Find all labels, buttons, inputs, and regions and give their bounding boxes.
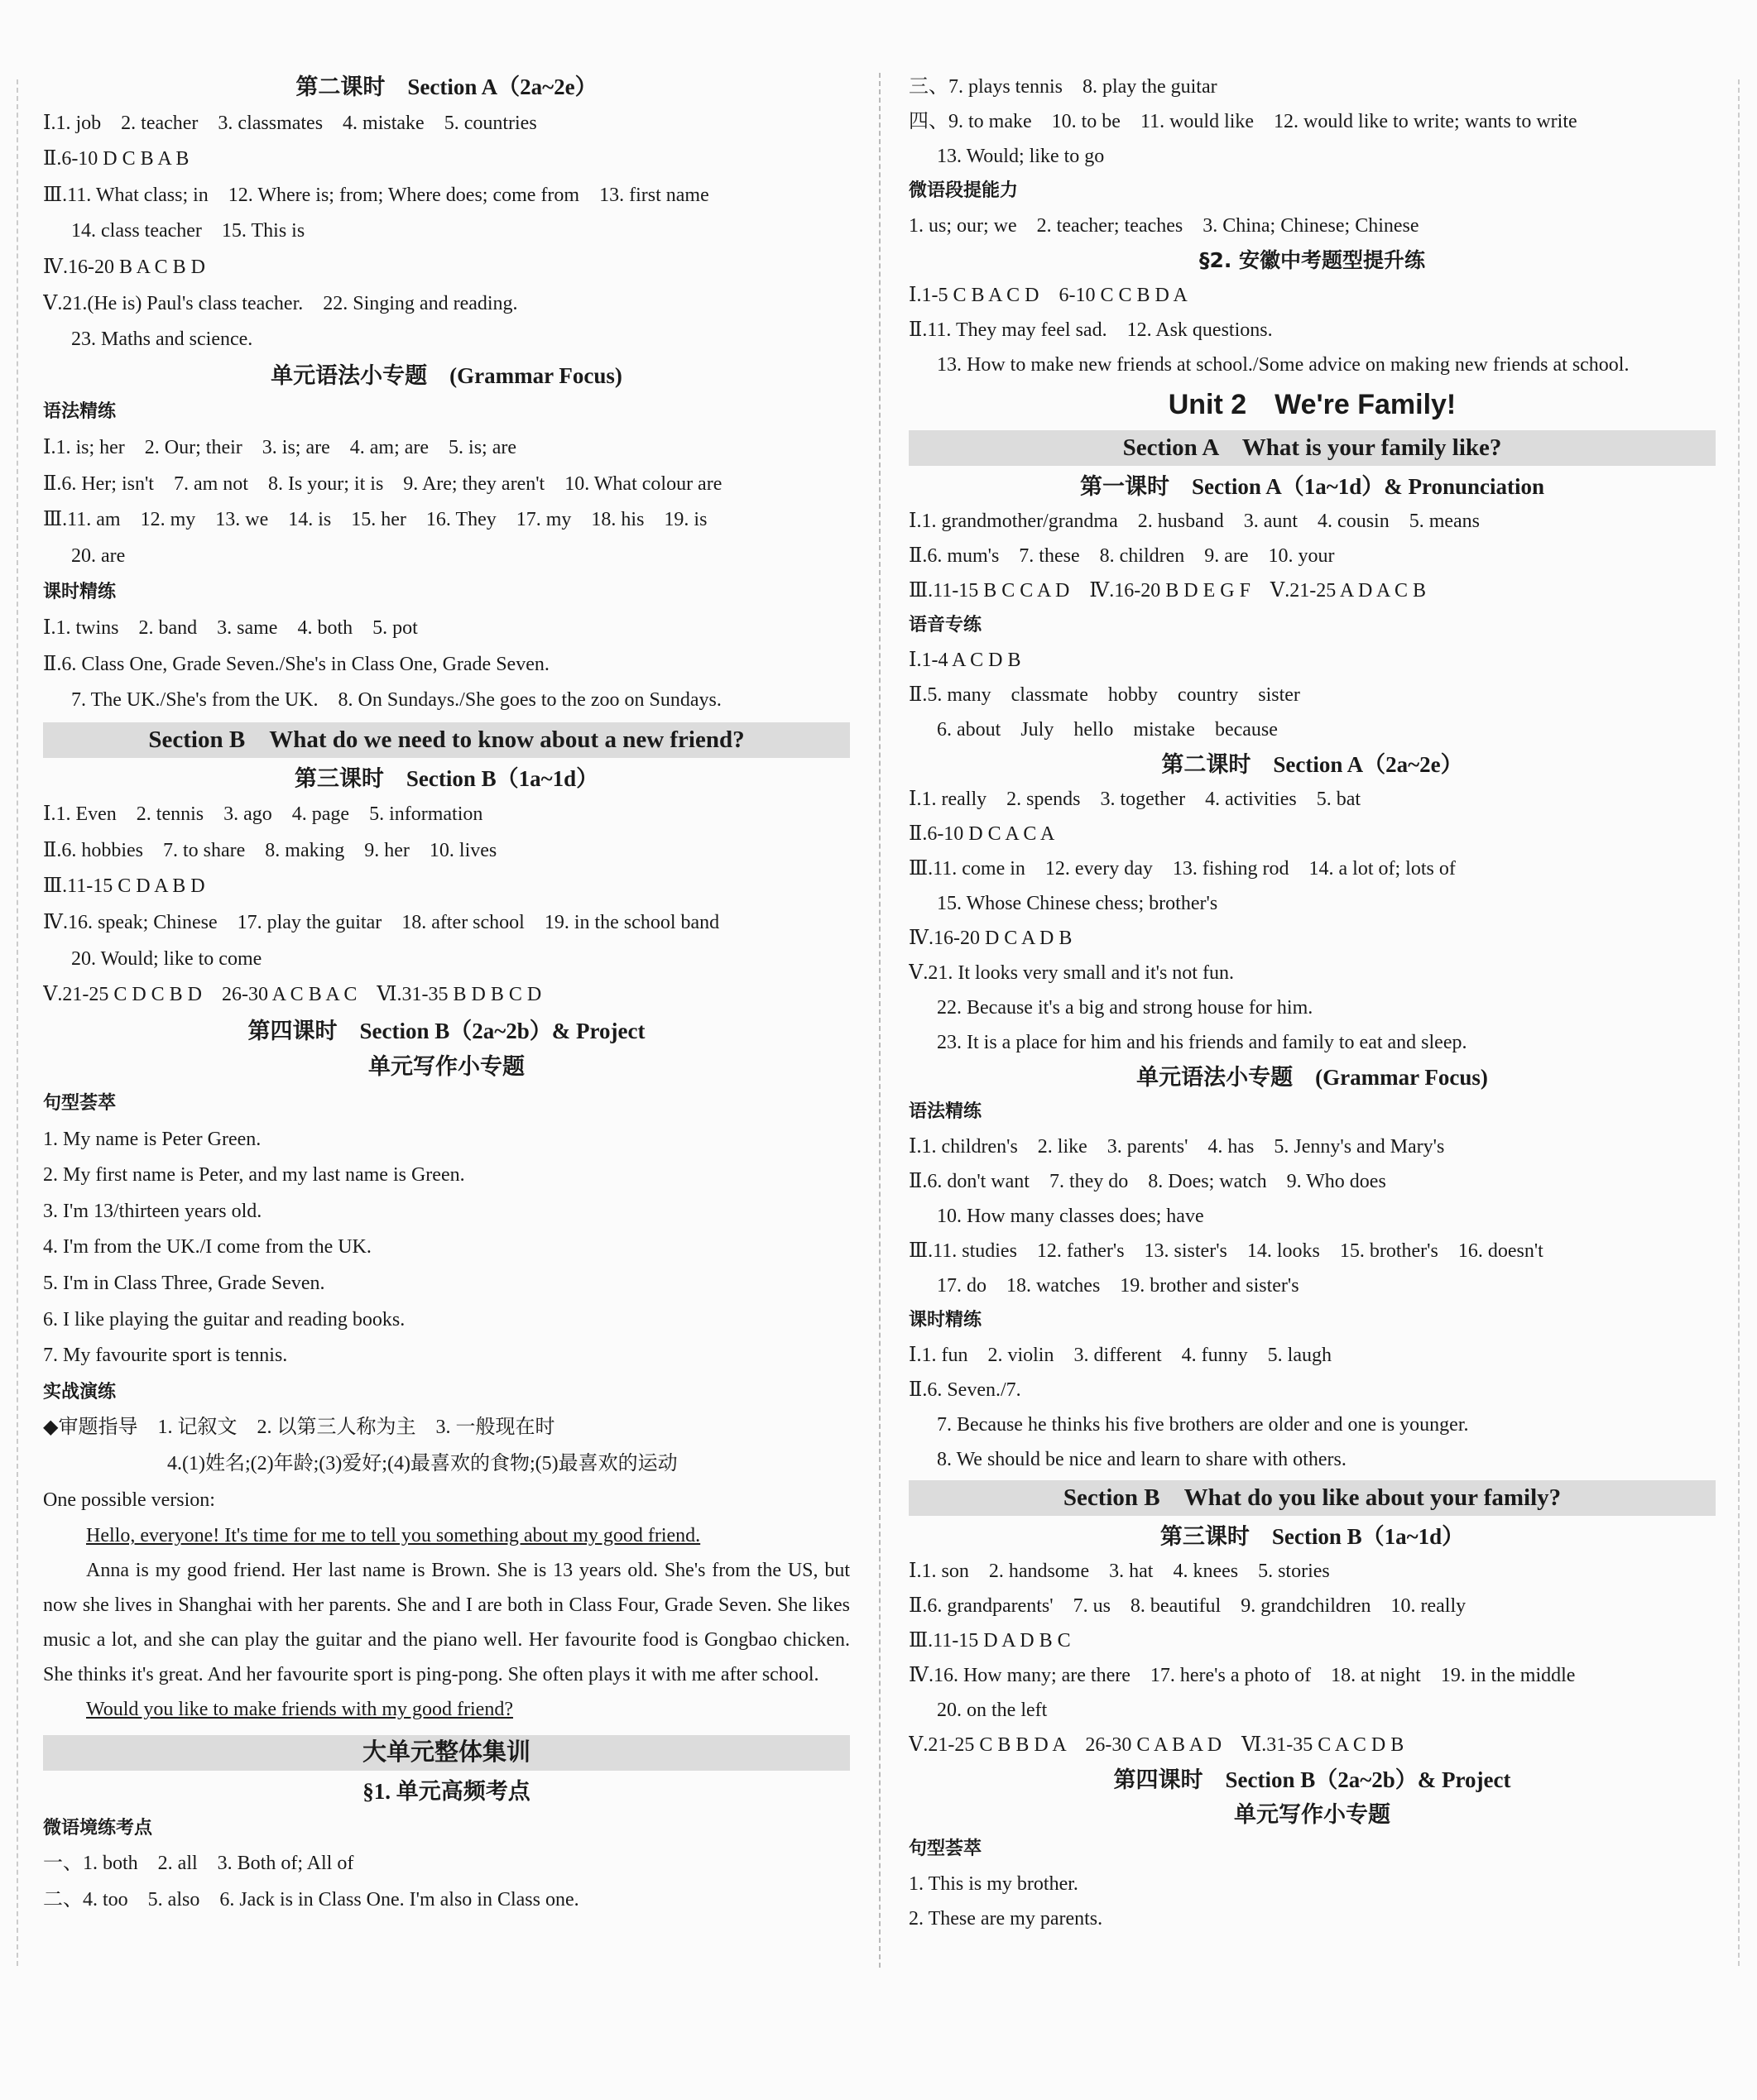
- lesson-heading: 第一课时 Section A（1a~1d）& Pronunciation: [1079, 474, 1545, 499]
- exercise-label: 语音专练: [909, 615, 982, 635]
- answer-line: 23. It is a place for him and his friends and family to eat and sleep.: [937, 1032, 1467, 1053]
- lesson-heading: 第四课时 Section B（2a~2b）& Project: [1113, 1767, 1511, 1792]
- answer-line: Ⅰ.1. son 2. handsome 3. hat 4. knees 5. stories: [909, 1561, 1330, 1582]
- essay-closing-text: Would you like to make friends with my good friend?: [86, 1699, 513, 1721]
- answer-line: 8. We should be nice and learn to share with others.: [937, 1449, 1347, 1470]
- answer-line: Ⅱ.6-10 D C B A B: [43, 148, 190, 170]
- column-divider: [879, 73, 881, 1968]
- lesson-heading: 第二课时 Section A（2a~2e）: [295, 74, 598, 99]
- guidance-line: 4.(1)姓名;(2)年龄;(3)爱好;(4)最喜欢的食物;(5)最喜欢的运动: [167, 1452, 678, 1474]
- answer-line: Ⅱ.6. hobbies 7. to share 8. making 9. her 10. lives: [43, 839, 497, 861]
- answer-line: Ⅲ.11. come in 12. every day 13. fishing rod 14. a lot of; lots of: [909, 858, 1456, 880]
- answer-line: Ⅱ.6. don't want 7. they do 8. Does; watch 9. Who does: [909, 1171, 1386, 1192]
- grammar-focus-heading: 单元语法小专题 (Grammar Focus): [271, 362, 622, 388]
- answer-line: Ⅰ.1. twins 2. band 3. same 4. both 5. pot: [43, 616, 418, 639]
- right-column: [909, 70, 1716, 1936]
- exercise-label: 微语段提能力: [909, 180, 1019, 201]
- exercise-label: 实战演练: [43, 1381, 117, 1402]
- answer-line: Ⅳ.16-20 B A C B D: [43, 256, 206, 278]
- answer-line: Ⅰ.1. fun 2. violin 3. different 4. funny 5. laugh: [909, 1345, 1332, 1366]
- answer-line: Ⅴ.21.(He is) Paul's class teacher. 22. Singing and reading.: [43, 292, 518, 314]
- sentence-line: 5. I'm in Class Three, Grade Seven.: [43, 1273, 325, 1294]
- subsection-heading: §2. 安徽中考题型提升练: [1198, 248, 1426, 272]
- answer-line: 13. How to make new friends at school./Some advice on making new friends at school.: [937, 354, 1630, 376]
- answer-line: Ⅳ.16-20 D C A D B: [909, 928, 1073, 949]
- answer-line: Ⅱ.6. Class One, Grade Seven./She's in Class One, Grade Seven.: [43, 653, 550, 675]
- answer-line: 三、7. plays tennis 8. play the guitar: [909, 76, 1217, 98]
- answer-line: Ⅰ.1-4 A C D B: [909, 650, 1021, 671]
- sentence-line: 1. This is my brother.: [909, 1873, 1078, 1895]
- answer-line: Ⅱ.6. mum's 7. these 8. children 9. are 10. your: [909, 545, 1335, 567]
- answer-line: Ⅱ.6. Seven./7.: [909, 1379, 1021, 1401]
- essay-opening-text: Hello, everyone! It's time for me to tell you something about my good friend.: [86, 1525, 701, 1547]
- answer-line: 23. Maths and science.: [71, 328, 253, 351]
- answer-line: 7. The UK./She's from the UK. 8. On Sundays./She goes to the zoo on Sundays.: [71, 689, 722, 712]
- essay-closing: [43, 1692, 850, 1727]
- answer-line: 20. on the left: [937, 1700, 1048, 1721]
- answer-line: 6. about July hello mistake because: [937, 719, 1278, 741]
- section-banner: Section A What is your family like?: [909, 430, 1716, 466]
- answer-line: 二、4. too 5. also 6. Jack is in Class One. I'm also in Class one.: [43, 1888, 579, 1911]
- answer-line: Ⅰ.1. Even 2. tennis 3. ago 4. page 5. information: [43, 803, 483, 826]
- answer-line: 20. Would; like to come: [71, 947, 262, 970]
- answer-line: Ⅱ.5. many classmate hobby country sister: [909, 684, 1300, 706]
- answer-line: Ⅲ.11. studies 12. father's 13. sister's 14. looks 15. brother's 16. doesn't: [909, 1240, 1543, 1262]
- answer-line: Ⅰ.1. children's 2. like 3. parents' 4. has 5. Jenny's and Mary's: [909, 1136, 1445, 1158]
- section-banner: Section B What do you like about your family?: [909, 1480, 1716, 1516]
- exercise-label: 句型荟萃: [909, 1839, 982, 1859]
- lesson-heading: 第四课时 Section B（2a~2b）& Project: [247, 1018, 646, 1043]
- lesson-heading: 第二课时 Section A（2a~2e）: [1161, 752, 1463, 777]
- section-banner: Section B What do we need to know about a new friend?: [43, 722, 850, 758]
- answer-line: 15. Whose Chinese chess; brother's: [937, 893, 1218, 914]
- answer-line: Ⅰ.1. job 2. teacher 3. classmates 4. mistake 5. countries: [43, 112, 537, 134]
- sentence-line: 2. These are my parents.: [909, 1908, 1103, 1930]
- left-edge-dashes: [17, 79, 18, 1966]
- sentence-line: 3. I'm 13/thirteen years old.: [43, 1200, 262, 1222]
- answer-line: 一、1. both 2. all 3. Both of; All of: [43, 1853, 354, 1875]
- right-edge-dashes: [1738, 79, 1740, 1966]
- exercise-label: 语法精练: [909, 1101, 982, 1122]
- answer-line: 1. us; our; we 2. teacher; teaches 3. China; Chinese; Chinese: [909, 215, 1419, 237]
- answer-line: Ⅰ.1. grandmother/grandma 2. husband 3. aunt 4. cousin 5. means: [909, 511, 1481, 532]
- lesson-heading: 第三课时 Section B（1a~1d）: [1159, 1524, 1465, 1549]
- essay-body: Anna is my good friend. Her last name is Brown. She is 13 years old. She's from the US, but now she lives in Shanghai with her parents. She and I are both in Class Four, Grade Seven. She likes music a lot, and she can play the guitar and the piano well. Her favourite food is Gongbao chicken. She thinks it's great. And her favourite sport is ping-pong. She often plays it with me after school.: [43, 1560, 850, 1686]
- answer-line: 7. Because he thinks his five brothers are older and one is younger.: [937, 1414, 1469, 1436]
- answer-line: 14. class teacher 15. This is: [71, 220, 305, 242]
- answer-line: Ⅲ.11. am 12. my 13. we 14. is 15. her 16. They 17. my 18. his 19. is: [43, 509, 708, 531]
- answer-line: Ⅲ.11-15 B C C A D Ⅳ.16-20 B D E G F Ⅴ.21-25 A D A C B: [909, 580, 1426, 602]
- answer-line: 17. do 18. watches 19. brother and sister's: [937, 1275, 1299, 1297]
- answer-line: 13. Would; like to go: [937, 146, 1105, 167]
- answer-line: Ⅲ.11-15 C D A B D: [43, 875, 205, 898]
- sentence-line: 4. I'm from the UK./I come from the UK.: [43, 1236, 372, 1259]
- sentence-line: 1. My name is Peter Green.: [43, 1128, 262, 1150]
- unit-title: Unit 2 We're Family!: [1168, 389, 1457, 420]
- subsection-heading: §1. 单元高频考点: [362, 1779, 530, 1805]
- exercise-label: 语法精练: [43, 401, 117, 423]
- section-banner: 大单元整体集训: [43, 1735, 850, 1771]
- answer-line: Ⅱ.6. Her; isn't 7. am not 8. Is your; it is 9. Are; they aren't 10. What colour are: [43, 472, 722, 495]
- sentence-line: 2. My first name is Peter, and my last name is Green.: [43, 1164, 465, 1187]
- answer-line: Ⅱ.6-10 D C A C A: [909, 823, 1055, 845]
- essay-opening: [43, 1518, 850, 1553]
- answer-line: Ⅴ.21. It looks very small and it's not fun.: [909, 962, 1234, 984]
- answer-line: Ⅰ.1. really 2. spends 3. together 4. activities 5. bat: [909, 789, 1361, 810]
- writing-topic-heading: 单元写作小专题: [368, 1054, 525, 1080]
- exercise-label: 课时精练: [909, 1310, 982, 1330]
- answer-line: Ⅲ.11-15 D A D B C: [909, 1630, 1071, 1652]
- exercise-label: 课时精练: [43, 582, 117, 603]
- exercise-label: 句型荟萃: [43, 1093, 117, 1115]
- lesson-heading: 第三课时 Section B（1a~1d）: [294, 765, 599, 791]
- sample-intro: One possible version:: [43, 1489, 215, 1511]
- answer-line: Ⅴ.21-25 C B B D A 26-30 C A B A D Ⅵ.31-35 C A C D B: [909, 1734, 1404, 1756]
- answer-line: Ⅰ.1-5 C B A C D 6-10 C C B D A: [909, 285, 1188, 306]
- answer-line: 四、9. to make 10. to be 11. would like 12. would like to write; wants to write: [909, 111, 1577, 132]
- answer-line: 10. How many classes does; have: [937, 1206, 1204, 1227]
- answer-line: Ⅳ.16. How many; are there 17. here's a photo of 18. at night 19. in the middle: [909, 1665, 1576, 1686]
- answer-line: Ⅳ.16. speak; Chinese 17. play the guitar 18. after school 19. in the school band: [43, 912, 720, 934]
- answer-line: Ⅲ.11. What class; in 12. Where is; from; Where does; come from 13. first name: [43, 184, 709, 206]
- answer-line: Ⅱ.11. They may feel sad. 12. Ask questions.: [909, 319, 1273, 341]
- exercise-label: 微语境练考点: [43, 1817, 153, 1839]
- answer-line: Ⅴ.21-25 C D C B D 26-30 A C B A C Ⅵ.31-35 B D B C D: [43, 984, 542, 1006]
- answer-line: 20. are: [71, 544, 126, 567]
- answer-line: Ⅱ.6. grandparents' 7. us 8. beautiful 9. grandchildren 10. really: [909, 1595, 1467, 1617]
- grammar-focus-heading: 单元语法小专题 (Grammar Focus): [1136, 1065, 1488, 1090]
- answer-line: 22. Because it's a big and strong house for him.: [937, 997, 1313, 1019]
- sentence-line: 6. I like playing the guitar and reading books.: [43, 1308, 406, 1330]
- writing-topic-heading: 单元写作小专题: [1234, 1802, 1390, 1827]
- guidance-line: ◆审题指导 1. 记叙文 2. 以第三人称为主 3. 一般现在时: [43, 1417, 555, 1439]
- left-column: [43, 70, 850, 1919]
- sentence-line: 7. My favourite sport is tennis.: [43, 1345, 288, 1367]
- answer-line: Ⅰ.1. is; her 2. Our; their 3. is; are 4. am; are 5. is; are: [43, 436, 517, 458]
